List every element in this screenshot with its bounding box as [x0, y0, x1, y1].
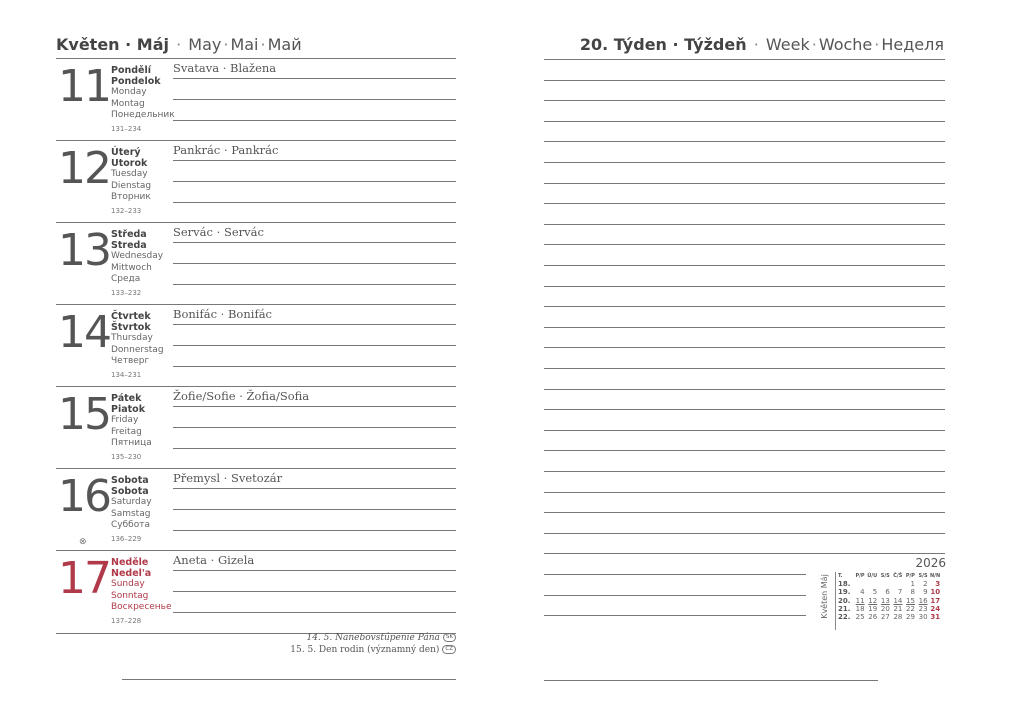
calendar-day: 7 — [897, 588, 903, 597]
weekday-cz: Sobota — [111, 475, 149, 486]
writing-line — [544, 183, 945, 184]
week-number: 21. — [838, 604, 851, 613]
writing-line — [173, 509, 456, 510]
calendar-day: 22 — [906, 604, 915, 613]
calendar-month-label: Květen Máj — [819, 574, 829, 619]
calendar-header-row — [838, 572, 940, 580]
weekday-names — [111, 65, 175, 135]
writing-line — [173, 324, 456, 325]
weekday-cz: Pátek — [111, 393, 142, 404]
holiday-item — [290, 633, 456, 645]
day-of-year: 131–234 — [111, 125, 142, 134]
day-block — [56, 222, 456, 305]
calendar-header-cell: N/N — [929, 573, 941, 580]
calendar-header-cell: S/S — [918, 573, 928, 580]
weekday-sk: Piatok — [111, 404, 146, 416]
writing-line — [173, 591, 456, 592]
day-of-year: 133–232 — [111, 289, 142, 298]
nameday-text: Bonifác · Bonifác — [173, 307, 272, 321]
writing-line — [173, 263, 456, 264]
weekday-cz: Úterý — [111, 147, 141, 158]
country-badge: SK — [443, 633, 456, 642]
writing-line — [544, 121, 945, 122]
calendar-day: 25 — [855, 613, 865, 622]
calendar-day: 14 — [893, 596, 903, 605]
calendar-day — [890, 580, 903, 588]
week-number: 20. — [838, 596, 851, 605]
weekday-names — [111, 393, 152, 463]
calendar-day: 11 — [855, 596, 865, 605]
writing-line — [173, 78, 456, 79]
weekday-sk: Streda — [111, 240, 147, 252]
writing-line — [544, 389, 945, 390]
nameday-text: Svatava · Blažena — [173, 61, 277, 75]
writing-line — [173, 284, 456, 285]
calendar-day: 29 — [906, 613, 915, 622]
calendar-day — [865, 580, 878, 588]
day-of-year: 132–233 — [111, 207, 142, 216]
weekday-en: Thursday — [111, 333, 153, 344]
calendar-week-row — [838, 613, 940, 621]
weekday-de: Sonntag — [111, 590, 149, 601]
writing-line — [544, 553, 945, 554]
week-title-en: Week — [765, 35, 810, 54]
weekday-en: Monday — [111, 87, 147, 98]
writing-line — [173, 181, 456, 182]
writing-line — [544, 574, 806, 575]
writing-line — [544, 347, 945, 348]
weekday-names — [111, 475, 152, 545]
weekday-ru: Четверг — [111, 355, 150, 366]
writing-line — [544, 409, 945, 410]
day-of-year: 137–228 — [111, 617, 142, 626]
day-block — [56, 550, 456, 633]
writing-line — [173, 406, 456, 407]
weekday-cz: Středa — [111, 229, 147, 240]
calendar-day: 8 — [910, 588, 915, 597]
day-number: 14 — [58, 307, 110, 358]
weekday-en: Tuesday — [111, 169, 148, 180]
calendar-day: 6 — [885, 588, 890, 597]
writing-line — [173, 120, 456, 121]
day-block — [56, 386, 456, 469]
calendar-day: 31 — [930, 613, 941, 622]
holiday-item — [290, 645, 456, 657]
weekday-en: Saturday — [111, 497, 152, 508]
writing-line — [544, 162, 945, 163]
weekday-ru: Воскресенье — [111, 601, 172, 612]
week-title-bold: 20. Týden · Týždeň — [579, 35, 747, 54]
calendar-day: 15 — [906, 596, 915, 605]
writing-line — [544, 615, 806, 616]
weekday-sk: Utorok — [111, 158, 148, 170]
holiday-text: 14. 5. Nanebovstúpenie Pána — [306, 633, 440, 643]
calendar-day — [852, 580, 865, 588]
right-page-header: 20. Týden · Týždeň · Week · Woche · Неделя — [579, 35, 944, 54]
notes-line — [544, 680, 878, 681]
week-number: 19. — [838, 588, 851, 597]
calendar-header-cell: Ú/U — [867, 573, 878, 580]
writing-line — [173, 99, 456, 100]
calendar-day: 4 — [860, 588, 865, 597]
calendar-day: 21 — [893, 604, 903, 613]
weekday-names — [111, 147, 151, 217]
writing-line — [544, 368, 945, 369]
weekday-sk: Nedel'a — [111, 568, 152, 580]
calendar-day: 26 — [868, 613, 878, 622]
writing-line — [173, 448, 456, 449]
weekday-de: Dienstag — [111, 180, 152, 191]
weekday-ru: Суббота — [111, 519, 150, 530]
weekday-sk: Pondelok — [111, 76, 161, 88]
calendar-day: 20 — [880, 604, 890, 613]
calendar-header-cell: Č/Š — [893, 573, 903, 580]
weekday-sk: Sobota — [111, 486, 149, 498]
calendar-day: 10 — [930, 588, 941, 597]
calendar-week-row — [838, 588, 940, 596]
writing-line — [544, 80, 945, 81]
calendar-day — [877, 580, 890, 588]
weekday-ru: Понедельник — [111, 109, 175, 120]
nameday-text: Servác · Servác — [173, 225, 264, 239]
weekday-names — [111, 557, 172, 627]
day-block — [56, 304, 456, 387]
writing-line — [544, 265, 945, 266]
calendar-day: 27 — [880, 613, 890, 622]
writing-line — [544, 471, 945, 472]
calendar-day: 9 — [923, 588, 928, 597]
weekday-ru: Вторник — [111, 191, 151, 202]
writing-line — [173, 530, 456, 531]
writing-line — [544, 306, 945, 307]
calendar-grid — [838, 572, 940, 621]
nameday-text: Přemysl · Svetozár — [173, 471, 283, 485]
day-number: 11 — [58, 61, 110, 112]
weekday-de: Freitag — [111, 426, 142, 437]
writing-line — [544, 203, 945, 204]
calendar-day: 24 — [930, 604, 941, 613]
day-number: 12 — [58, 143, 110, 194]
week-title-de: Woche — [818, 35, 873, 54]
calendar-header-cell: T. — [838, 573, 843, 580]
calendar-day: 19 — [868, 604, 878, 613]
calendar-day: 5 — [872, 588, 878, 597]
calendar-week-row — [838, 605, 940, 613]
weekday-de: Donnerstag — [111, 344, 164, 355]
day-block — [56, 58, 456, 141]
nameday-text: Žofie/Sofie · Žofia/Sofia — [173, 389, 310, 403]
calendar-week-row — [838, 597, 940, 605]
writing-line — [544, 141, 945, 142]
left-page-header: Květen · Máj · May · Mai · Май — [56, 35, 302, 54]
calendar-divider — [835, 572, 836, 630]
calendar-week-row — [838, 580, 940, 588]
writing-line — [173, 427, 456, 428]
day-block — [56, 140, 456, 223]
writing-line — [544, 286, 945, 287]
writing-line — [173, 366, 456, 367]
weekday-en: Wednesday — [111, 251, 164, 262]
day-number: 15 — [58, 389, 110, 440]
writing-line — [544, 533, 945, 534]
month-title-de: Mai — [230, 35, 259, 54]
calendar-day: 28 — [893, 613, 903, 622]
writing-line — [173, 160, 456, 161]
month-title-ru: Май — [267, 35, 302, 54]
mini-calendar — [814, 556, 946, 632]
writing-line — [544, 450, 945, 451]
holiday-text: 15. 5. Den rodin (významný den) — [290, 644, 440, 655]
calendar-day: 3 — [935, 580, 941, 589]
day-number: 13 — [58, 225, 110, 276]
calendar-header-cell: P/P — [905, 573, 915, 580]
day-number: 16 — [58, 471, 110, 522]
calendar-day: 23 — [918, 604, 928, 613]
calendar-header-cell: P/P — [855, 573, 865, 580]
writing-line — [544, 224, 945, 225]
weekday-names — [111, 229, 163, 299]
calendar-day: 12 — [868, 596, 878, 605]
writing-line — [544, 100, 945, 101]
weekday-ru: Среда — [111, 273, 141, 284]
writing-line — [544, 512, 945, 513]
weekday-de: Montag — [111, 98, 145, 109]
writing-line — [544, 430, 945, 431]
writing-line — [173, 202, 456, 203]
writing-line — [544, 595, 806, 596]
week-number: 22. — [838, 613, 851, 622]
calendar-day: 17 — [930, 596, 941, 605]
weekday-names — [111, 311, 164, 381]
nameday-text: Aneta · Gizela — [173, 553, 255, 567]
day-of-year: 134–231 — [111, 371, 142, 380]
weekday-en: Sunday — [111, 579, 145, 590]
writing-line — [544, 59, 945, 60]
calendar-day: 16 — [918, 596, 928, 605]
calendar-day: 1 — [910, 580, 915, 589]
writing-line — [544, 492, 945, 493]
weekday-cz: Neděle — [111, 557, 149, 568]
calendar-day: 2 — [923, 580, 928, 589]
notes-line — [122, 679, 456, 680]
calendar-header-cell: S/S — [880, 573, 890, 580]
holidays-list — [290, 633, 456, 656]
calendar-day: 13 — [880, 596, 890, 605]
weekday-de: Samstag — [111, 508, 151, 519]
month-title-bold: Květen · Máj — [56, 35, 169, 54]
weekday-cz: Čtvrtek — [111, 311, 151, 322]
moon-phase-icon: ⊗ — [79, 537, 87, 547]
week-title-ru: Неделя — [881, 35, 944, 54]
writing-line — [173, 345, 456, 346]
writing-line — [544, 327, 945, 328]
weekday-de: Mittwoch — [111, 262, 152, 273]
day-block — [56, 468, 456, 551]
day-of-year: 135–230 — [111, 453, 142, 462]
week-number: 18. — [838, 580, 851, 589]
country-badge: CZ — [442, 645, 456, 654]
writing-line — [173, 570, 456, 571]
writing-line — [173, 242, 456, 243]
weekday-ru: Пятница — [111, 437, 152, 448]
writing-line — [173, 612, 456, 613]
calendar-year: 2026 — [915, 556, 946, 570]
day-of-year: 136–229 — [111, 535, 142, 544]
weekday-cz: Pondělí — [111, 65, 152, 76]
writing-line — [173, 488, 456, 489]
month-title-en: May — [188, 35, 222, 54]
nameday-text: Pankrác · Pankrác — [173, 143, 279, 157]
calendar-day: 30 — [918, 613, 928, 622]
calendar-day: 18 — [855, 604, 865, 613]
weekday-en: Friday — [111, 415, 139, 426]
weekday-sk: Štvrtok — [111, 322, 151, 334]
writing-line — [544, 244, 945, 245]
day-number: 17 — [58, 553, 110, 604]
